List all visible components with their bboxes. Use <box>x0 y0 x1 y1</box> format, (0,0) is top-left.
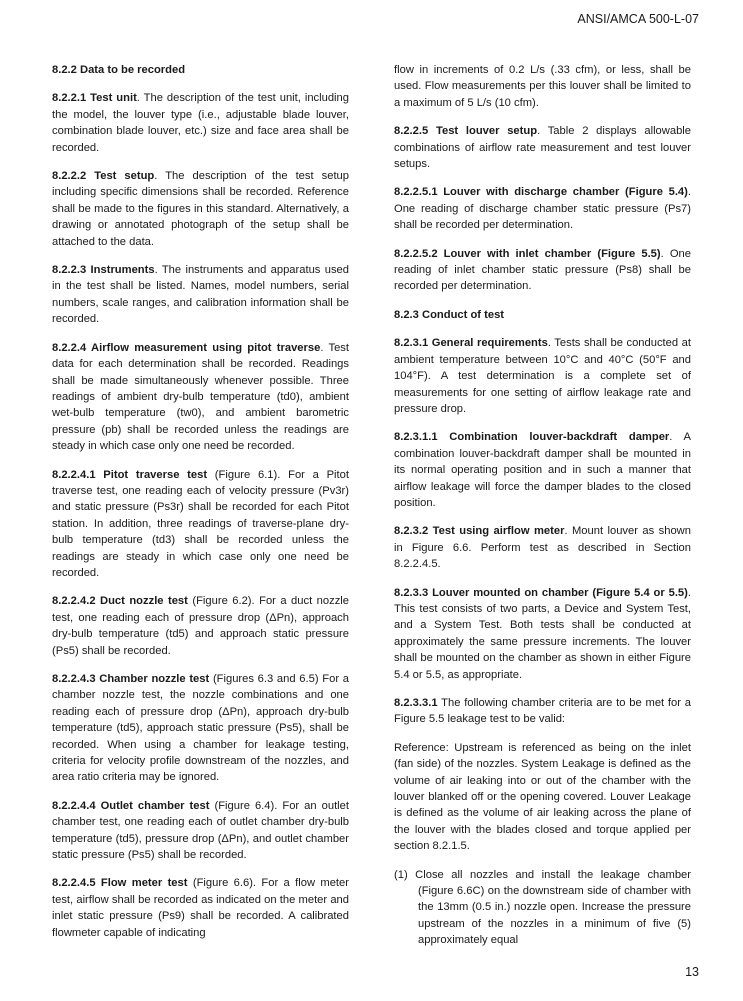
para-text: (Figures 6.3 and 6.5) For a chamber nozzle test, the nozzle combinations and one reading each of pressure drop (ΔPn), approach dry-bulb temperature (td5), approach static pressure (Ps5), shall be recorded. When using a chamber for leakage testing, criteria for velocity profile downstream of the nozzles, and area ratio criteria may be ignored. <box>52 673 349 784</box>
para-head: 8.2.2.4.5 Flow meter test <box>52 877 188 890</box>
heading-text: 8.2.3 Conduct of test <box>394 308 505 321</box>
para-head: 8.2.2.1 Test unit <box>52 92 137 105</box>
para-text: . Table 2 displays allowable combinations of airflow rate measurement and test louver setups. <box>394 125 692 171</box>
para-head: 8.2.2.2 Test setup <box>52 170 155 183</box>
paragraph <box>394 246 691 295</box>
para-head: 8.2.2.4.1 Pitot traverse test <box>52 468 208 481</box>
para-text: . One reading of discharge chamber static pressure (Ps7) shall be recorded per determination. <box>394 186 691 232</box>
para-head: 8.2.2.4 Airflow measurement using pitot traverse <box>52 341 321 354</box>
para-text: . Mount louver as shown in Figure 6.6. Perform test as described in Section 8.2.2.4.5. <box>394 525 691 571</box>
paragraph <box>52 875 349 941</box>
para-text: (Figure 6.1). For a Pitot traverse test, one reading each of velocity pressure (Pv3r) and static pressure (Ps3r) shall be recorded for each Pitot station. In addition, three readings of traverse-plane dry-bulb temperature (td3) shall be recorded unless the readings are steady in which case only one need be recorded. <box>52 468 349 579</box>
para-text: . This test consists of two parts, a Device and System Test, and a System Test. Both tests shall be conducted at approximately the same pressure increments. The louver shall be mounted on the chamber as shown in either Figure 5.4 or 5.5, as appropriate. <box>394 586 691 681</box>
page-number: 13 <box>685 965 699 979</box>
para-head: 8.2.3.2 Test using airflow meter <box>394 525 565 538</box>
paragraph <box>52 798 349 864</box>
para-text: . One reading of inlet chamber static pressure (Ps8) shall be recorded per determination. <box>394 247 691 293</box>
paragraph <box>394 740 691 855</box>
paragraph <box>394 695 691 728</box>
paragraph <box>52 671 349 786</box>
paragraph <box>52 262 349 328</box>
paragraph <box>394 62 691 111</box>
para-head: 8.2.3.3 Louver mounted on chamber (Figure 5.4 or 5.5) <box>394 586 688 599</box>
paragraph <box>52 168 349 250</box>
para-text: Reference: Upstream is referenced as being on the inlet (fan side) of the nozzles. System Leakage is defined as the volume of air leaking into or out of the chamber with the louver blanked off or the opening covered. Louver Leakage is defined as the volume of air leaking across the plane of the louver with the blades closed and torque applied per section 8.2.1.5. <box>394 741 691 853</box>
left-column <box>52 62 349 953</box>
para-text: (Figure 6.4). For an outlet chamber test, one reading each of outlet chamber dry-bulb temperature (td5), pressure drop (ΔPn), and outlet chamber static pressure (Ps5) shall be recorded. <box>52 799 349 862</box>
para-head: 8.2.2.5 Test louver setup <box>394 125 538 138</box>
paragraph <box>52 467 349 582</box>
para-head: 8.2.2.3 Instruments <box>52 264 155 277</box>
right-column <box>394 62 691 949</box>
para-head: 8.2.3.1 General requirements <box>394 337 548 350</box>
para-text: . The description of the test setup including specific dimensions shall be recorded. Reference shall be made to the figures in this standard. Alternatively, a drawing or annotated photograph of the setup shall be attached to the data. <box>52 170 349 248</box>
para-text: . The instruments and apparatus used in the test shall be listed. Names, model numbers, serial numbers, scale ranges, and calibration information shall be recorded. <box>52 264 349 326</box>
para-text: flow in increments of 0.2 L/s (.33 cfm), or less, shall be used. Flow measurements per this louver shall be limited to a maximum of 5 L/s (10 cfm). <box>394 64 691 109</box>
para-head: 8.2.2.4.3 Chamber nozzle test <box>52 673 210 685</box>
para-text: (Figure 6.2). For a duct nozzle test, one reading each of pressure drop (ΔPn), approach dry-bulb temperature (td5) and approach static pressure (Ps5) shall be recorded. <box>52 595 349 657</box>
para-text: . Test data for each determination shall be recorded. Readings shall be made simultaneously whenever possible. Three readings of ambient dry-bulb temperature (td0), ambient wet-bulb temperature (tw0), and ambient barometric pressure (pb) shall be recorded unless the readings are steady in which case only one need be recorded. <box>52 341 350 453</box>
para-text: . The description of the test unit, including the model, the louver type (i.e., adjustable blade louver, combination blade louver, etc.) size and face area shall be recorded. <box>52 92 349 154</box>
para-text: The following chamber criteria are to be met for a Figure 5.5 leakage test to be valid: <box>394 697 691 726</box>
para-head: 8.2.2.5.1 Louver with discharge chamber (Figure 5.4) <box>394 186 688 199</box>
paragraph <box>394 523 691 572</box>
para-head: 8.2.2.4.2 Duct nozzle test <box>52 595 188 608</box>
para-head: 8.2.3.1.1 Combination louver-backdraft damper <box>394 431 670 444</box>
document-id: ANSI/AMCA 500-L-07 <box>577 12 699 26</box>
section-heading <box>394 307 691 323</box>
para-head: 8.2.3.3.1 <box>394 697 438 709</box>
paragraph <box>394 123 691 172</box>
para-head: 8.2.2.4.4 Outlet chamber test <box>52 799 210 812</box>
para-text: . Tests shall be conducted at ambient temperature between 10°C and 40°C (50°F and 104°F). A test determination is a complete set of measurements for one setting of airflow leakage rate and pressure drop. <box>394 337 691 415</box>
paragraph <box>52 90 349 156</box>
section-heading <box>52 62 349 78</box>
para-text: . A combination louver-backdraft damper shall be mounted in its normal operating position and in such a manner that airflow leakage will force the damper blades to the closed position. <box>394 431 691 509</box>
para-head: 8.2.2.5.2 Louver with inlet chamber (Figure 5.5) <box>394 247 661 260</box>
para-text: (1) Close all nozzles and install the leakage chamber (Figure 6.6C) on the downstream side of chamber with the 13mm (0.5 in.) nozzle open. Increase the pressure upstream of the nozzles in a minimum of five (5) approximately equal <box>394 868 691 947</box>
list-item <box>394 867 691 949</box>
heading-text: 8.2.2 Data to be recorded <box>52 64 186 76</box>
paragraph <box>394 585 691 683</box>
para-text: (Figure 6.6). For a flow meter test, airflow shall be recorded as indicated on the meter and inlet static pressure (Ps9) shall be recorded. A calibrated flowmeter capable of indicating <box>52 877 349 939</box>
paragraph <box>52 340 349 455</box>
paragraph <box>394 184 691 233</box>
paragraph <box>394 429 691 511</box>
paragraph <box>52 593 349 659</box>
paragraph <box>394 335 691 417</box>
